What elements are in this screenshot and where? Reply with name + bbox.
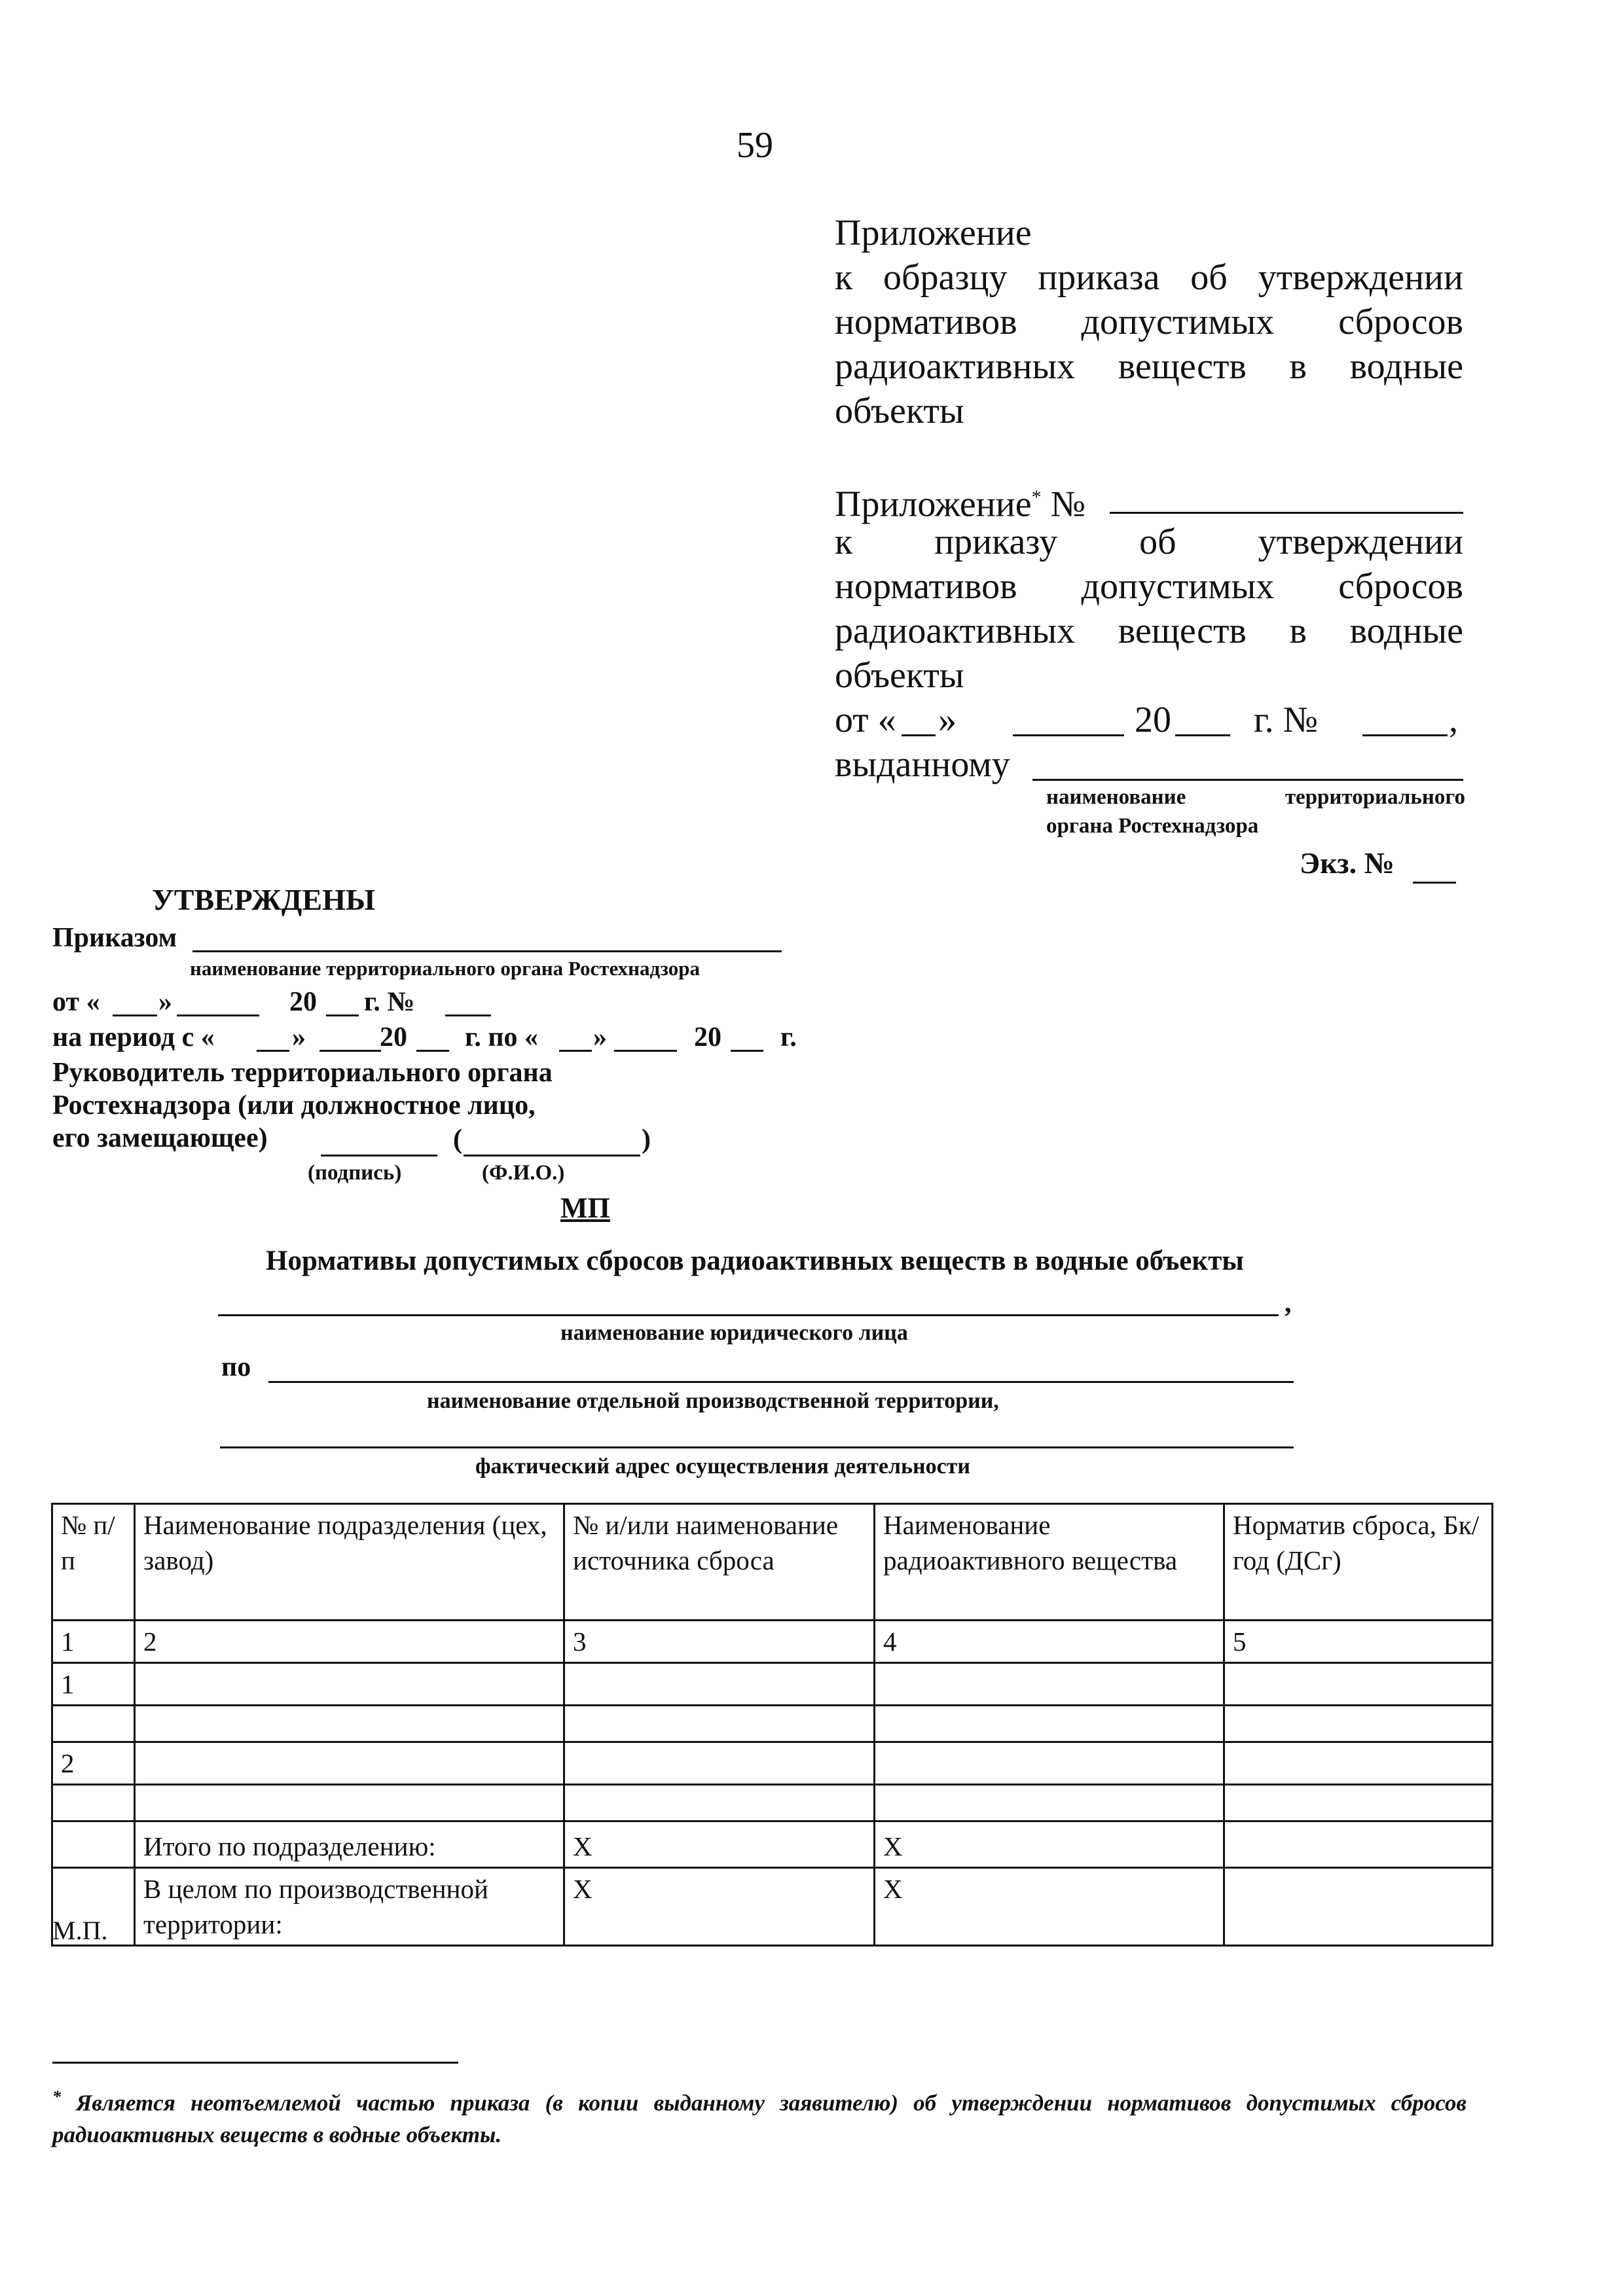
- copy-number-blank[interactable]: [1413, 882, 1456, 884]
- approved-title: УТВЕРЖДЕНЫ: [152, 883, 376, 916]
- address-caption: фактический адрес осуществления деятельности: [475, 1454, 970, 1479]
- table-header-row: [52, 1504, 1493, 1621]
- period-start-month-blank[interactable]: [319, 1050, 381, 1052]
- issued-caption-line: органа Ростехнадзора: [1046, 814, 1259, 838]
- date-from-label: от «: [835, 700, 896, 740]
- appendix-1: [835, 211, 1463, 433]
- period-label: на период с «: [52, 1022, 215, 1052]
- table-cell: 1: [52, 1663, 135, 1706]
- appendix-2: [835, 475, 1463, 785]
- signature-blank[interactable]: [321, 1155, 437, 1157]
- header-cell: Наименование подразделения (цех, завод): [135, 1504, 564, 1621]
- subtotal-x-mark: X: [875, 1821, 1224, 1868]
- approved-day-blank[interactable]: [113, 1014, 157, 1016]
- appendix-date-row: [835, 698, 1463, 742]
- appendix-2-number-label: №: [1050, 484, 1085, 525]
- approved-date-from: от «: [52, 987, 100, 1017]
- subtotal-x-mark: X: [564, 1821, 875, 1868]
- date-close-quote: »: [938, 700, 957, 740]
- by-label: по: [221, 1352, 251, 1382]
- table-cell: [52, 1821, 135, 1868]
- table-cell[interactable]: [564, 1785, 875, 1821]
- table-cell: 2: [52, 1742, 135, 1785]
- appendix-number-blank[interactable]: [1110, 512, 1463, 514]
- month-blank[interactable]: [1013, 734, 1124, 736]
- column-number-cell: 5: [1224, 1621, 1493, 1663]
- column-number-cell: 3: [564, 1621, 875, 1663]
- territory-blank[interactable]: [268, 1381, 1294, 1383]
- subtotal-value-cell[interactable]: [1224, 1821, 1493, 1868]
- total-x-mark: X: [564, 1868, 875, 1946]
- day-blank[interactable]: [902, 734, 936, 736]
- copy-number-label: Экз. №: [1300, 846, 1395, 880]
- appendix-2-line: объекты: [835, 655, 964, 696]
- head-line: его замещающее): [52, 1123, 268, 1153]
- appendix-1-line: объекты: [835, 391, 964, 431]
- table-cell[interactable]: [875, 1706, 1224, 1742]
- table-cell[interactable]: [1224, 1706, 1493, 1742]
- table-cell[interactable]: [1224, 1785, 1493, 1821]
- document-title: Нормативы допустимых сбросов радиоактивных веществ в водные объекты: [266, 1246, 1244, 1276]
- period-to-label: г. по «: [465, 1022, 539, 1052]
- header-cell: № п/п: [52, 1504, 135, 1621]
- table-cell[interactable]: [564, 1663, 875, 1706]
- footnote-mark: *: [52, 2087, 61, 2106]
- table-row: [52, 1785, 1493, 1821]
- column-number-row: [52, 1621, 1493, 1663]
- total-label: В целом по производственной территории:: [135, 1868, 564, 1946]
- year-blank[interactable]: [1175, 734, 1230, 736]
- table-cell[interactable]: [1224, 1663, 1493, 1706]
- year-suffix: г. №: [1254, 700, 1319, 740]
- copy-number: [1300, 846, 1395, 880]
- footnote-mark: *: [1031, 486, 1042, 508]
- approved-month-blank[interactable]: [177, 1014, 259, 1016]
- period-end-year: 20: [694, 1022, 721, 1052]
- subtotal-row: [52, 1821, 1493, 1868]
- header-cell: Наименование радиоактивного вещества: [875, 1504, 1224, 1621]
- total-row: [52, 1868, 1493, 1946]
- issued-caption-line: наименование территориального: [1046, 785, 1465, 809]
- legal-entity-comma: ,: [1285, 1288, 1292, 1318]
- issued-row: [835, 742, 1463, 785]
- approved-date-close: »: [158, 987, 172, 1017]
- table-cell[interactable]: [135, 1742, 564, 1785]
- footnote-separator: [52, 2062, 458, 2064]
- table-row: [52, 1706, 1493, 1742]
- appendix-1-line: радиоактивных веществ в водные: [835, 346, 1463, 387]
- appendix-2-line: к приказу об утверждении: [835, 522, 1463, 562]
- appendix-1-title: Приложение: [835, 213, 1032, 253]
- address-blank[interactable]: [220, 1446, 1294, 1448]
- period-start-close: »: [292, 1022, 306, 1052]
- period-start-year-blank[interactable]: [416, 1050, 449, 1052]
- table-cell: [52, 1706, 135, 1742]
- period-end-suffix: г.: [780, 1022, 797, 1052]
- approved-year: 20: [289, 987, 317, 1017]
- period-start-year: 20: [380, 1022, 407, 1052]
- appendix-1-line: нормативов допустимых сбросов: [835, 302, 1463, 342]
- head-line: Руководитель территориального органа: [52, 1058, 553, 1088]
- table-cell[interactable]: [135, 1785, 564, 1821]
- table-cell[interactable]: [1224, 1742, 1493, 1785]
- column-number-cell: 1: [52, 1621, 135, 1663]
- footnote: [52, 2081, 1467, 2151]
- period-end-day-blank[interactable]: [559, 1050, 592, 1052]
- total-value-cell[interactable]: [1224, 1868, 1493, 1946]
- fio-caption: (Ф.И.О.): [482, 1161, 565, 1185]
- signature-caption: (подпись): [308, 1161, 402, 1185]
- approved-year-suffix: г. №: [364, 987, 415, 1017]
- issued-caption: [1046, 783, 1465, 840]
- stamp-bottom: М.П.: [52, 1916, 108, 1945]
- table-cell[interactable]: [564, 1706, 875, 1742]
- order-label: Приказом: [52, 923, 177, 953]
- head-line: Ростехнадзора (или должностное лицо,: [52, 1090, 536, 1121]
- table-cell[interactable]: [875, 1785, 1224, 1821]
- approved-number-blank[interactable]: [445, 1014, 491, 1016]
- header-cell: Норматив сброса, Бк/год (ДСг): [1224, 1504, 1493, 1621]
- head-of-body: [52, 1056, 553, 1155]
- approved-year-blank[interactable]: [326, 1014, 359, 1016]
- period-end-close: »: [593, 1022, 607, 1052]
- standards-table: [51, 1503, 1493, 1946]
- legal-entity-blank[interactable]: [218, 1314, 1279, 1316]
- page-number: 59: [737, 125, 773, 166]
- period-row: [52, 1021, 812, 1054]
- table-cell[interactable]: [875, 1742, 1224, 1785]
- paren-open: (: [453, 1124, 462, 1155]
- order-blank[interactable]: [192, 950, 782, 952]
- table-row: [52, 1742, 1493, 1785]
- comma: ,: [1449, 700, 1458, 740]
- fio-blank[interactable]: [464, 1155, 640, 1157]
- appendix-2-line: радиоактивных веществ в водные: [835, 611, 1463, 651]
- appendix-2-line: нормативов допустимых сбросов: [835, 566, 1463, 607]
- legal-entity-caption: наименование юридического лица: [560, 1321, 908, 1345]
- period-start-day-blank[interactable]: [257, 1050, 289, 1052]
- territory-caption: наименование отдельной производственной территории,: [427, 1389, 999, 1413]
- table-row: [52, 1663, 1493, 1706]
- table-cell[interactable]: [564, 1742, 875, 1785]
- table-cell[interactable]: [135, 1706, 564, 1742]
- subtotal-label: Итого по подразделению:: [135, 1821, 564, 1868]
- approved-date-row: [52, 986, 642, 1018]
- issued-to-label: выданному: [835, 744, 1010, 785]
- column-number-cell: 4: [875, 1621, 1224, 1663]
- appendix-2-title: Приложение: [835, 484, 1032, 525]
- issued-to-blank[interactable]: [1032, 779, 1463, 781]
- table-cell[interactable]: [875, 1663, 1224, 1706]
- period-end-year-blank[interactable]: [731, 1050, 763, 1052]
- year-prefix: 20: [1135, 700, 1171, 740]
- order-number-blank[interactable]: [1362, 734, 1448, 736]
- order-caption: наименование территориального органа Ростехнадзора: [190, 957, 701, 980]
- table-cell: [52, 1785, 135, 1821]
- paren-close: ): [642, 1124, 651, 1155]
- column-number-cell: 2: [135, 1621, 564, 1663]
- total-x-mark: X: [875, 1868, 1224, 1946]
- appendix-1-line: к образцу приказа об утверждении: [835, 257, 1463, 298]
- period-end-month-blank[interactable]: [614, 1050, 677, 1052]
- stamp-mp: МП: [560, 1192, 610, 1224]
- table-cell[interactable]: [135, 1663, 564, 1706]
- header-cell: № и/или наименование источника сброса: [564, 1504, 875, 1621]
- footnote-text: Является неотъемлемой частью приказа (в копии выданному заявителю) об утверждении нормативов допустимых сбросов радиоактивных веществ в водные объекты.: [52, 2090, 1467, 2147]
